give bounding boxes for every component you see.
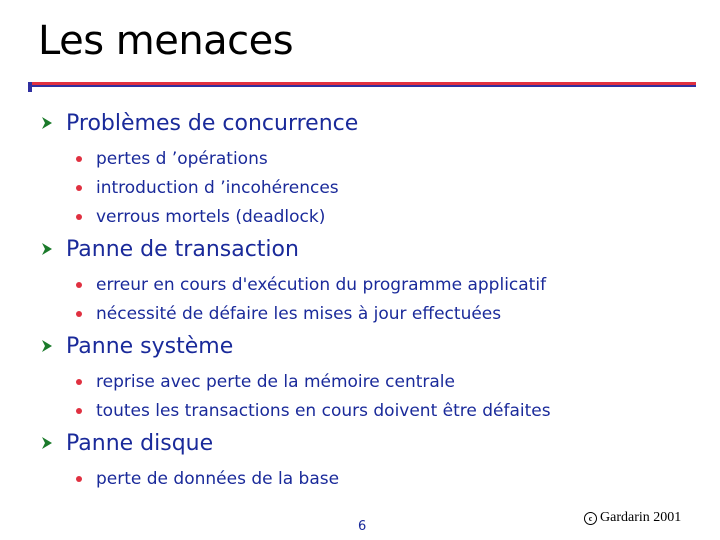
section-item-list <box>40 144 700 231</box>
list-item <box>76 202 700 231</box>
bullet-dot-icon <box>76 379 82 385</box>
list-item <box>76 144 700 173</box>
title-divider <box>32 82 696 88</box>
bullet-dot-icon <box>76 214 82 220</box>
section-panne-systeme <box>40 331 700 425</box>
arrow-bullet-icon <box>40 339 54 353</box>
slide-title: Les menaces <box>38 18 294 64</box>
list-item-text: pertes d ’opérations <box>96 148 268 169</box>
list-item-text: introduction d ’incohérences <box>96 177 339 198</box>
list-item-text: erreur en cours d'exécution du programme applicatif <box>96 274 547 295</box>
section-heading-text: Panne système <box>66 333 234 359</box>
section-concurrence <box>40 108 700 231</box>
section-heading <box>40 108 700 138</box>
copyright-text: Gardarin 2001 <box>600 510 682 525</box>
list-item <box>76 396 700 425</box>
bullet-dot-icon <box>76 311 82 317</box>
page-number: 6 <box>358 519 367 534</box>
list-item-text: verrous mortels (deadlock) <box>96 206 326 227</box>
list-item-text: reprise avec perte de la mémoire centrale <box>96 371 455 392</box>
section-item-list <box>40 464 700 493</box>
section-item-list <box>40 367 700 425</box>
slide-content <box>40 108 700 493</box>
list-item-text: perte de données de la base <box>96 468 340 489</box>
arrow-bullet-icon <box>40 242 54 256</box>
section-heading <box>40 428 700 458</box>
list-item <box>76 299 700 328</box>
arrow-bullet-icon <box>40 436 54 450</box>
section-heading <box>40 234 700 264</box>
section-heading-text: Problèmes de concurrence <box>66 110 359 136</box>
section-panne-transaction <box>40 234 700 328</box>
list-item <box>76 173 700 202</box>
copyright-icon: c <box>584 512 597 525</box>
section-heading-text: Panne de transaction <box>66 236 299 262</box>
section-heading <box>40 331 700 361</box>
divider-blue-line <box>32 85 696 87</box>
section-heading-text: Panne disque <box>66 430 214 456</box>
bullet-dot-icon <box>76 476 82 482</box>
list-item <box>76 367 700 396</box>
list-item-text: toutes les transactions en cours doivent être défaites <box>96 400 551 421</box>
list-item <box>76 464 700 493</box>
list-item-text: nécessité de défaire les mises à jour effectuées <box>96 303 502 324</box>
arrow-bullet-icon <box>40 116 54 130</box>
bullet-dot-icon <box>76 185 82 191</box>
bullet-dot-icon <box>76 282 82 288</box>
bullet-dot-icon <box>76 156 82 162</box>
section-panne-disque <box>40 428 700 493</box>
bullet-dot-icon <box>76 408 82 414</box>
list-item <box>76 270 700 299</box>
copyright-notice <box>584 510 681 526</box>
section-item-list <box>40 270 700 328</box>
